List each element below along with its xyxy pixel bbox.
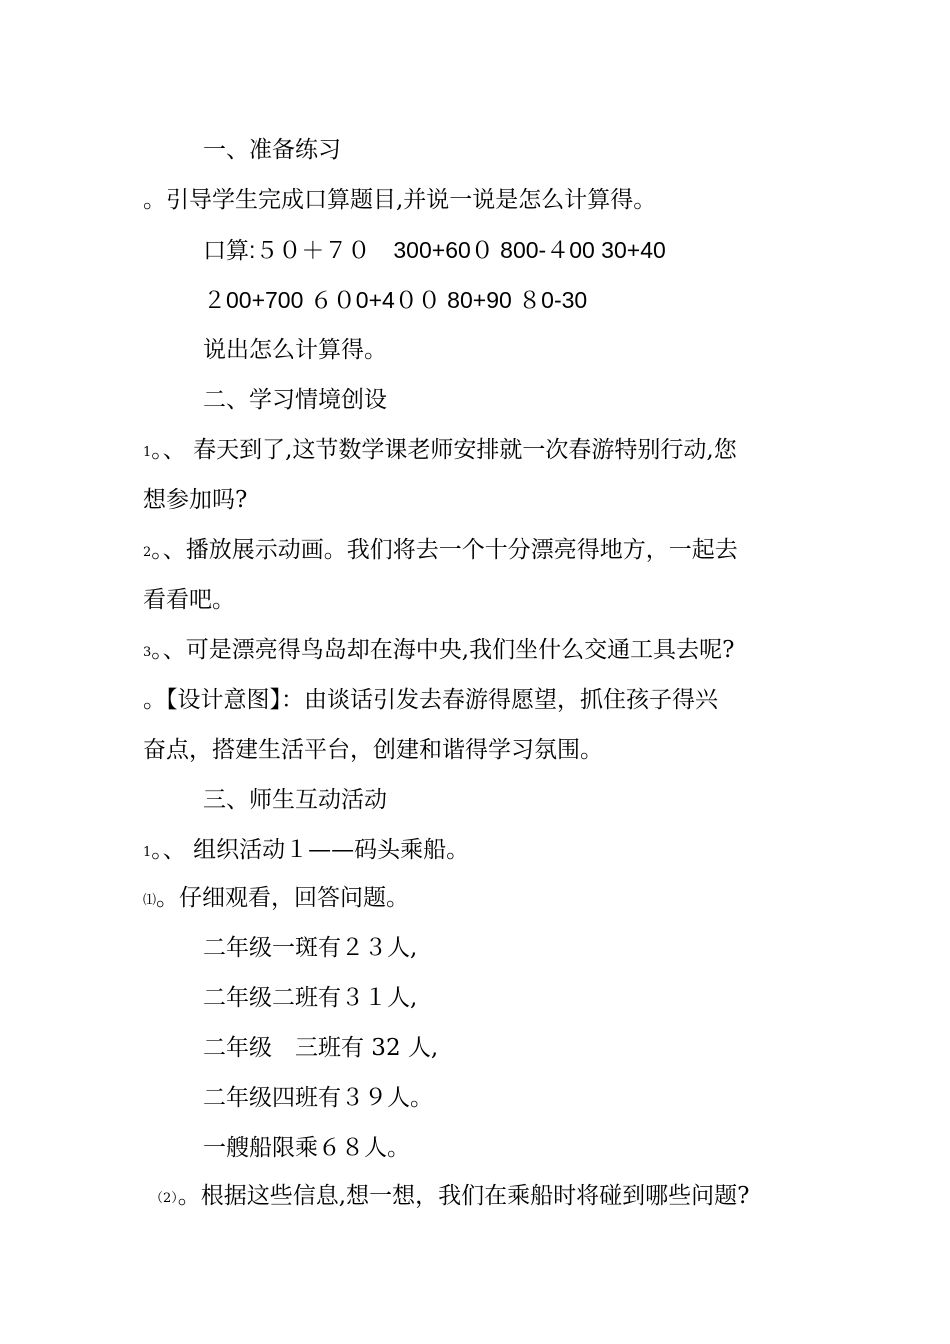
line-text: ２00+700 ６０0+4００ 80+90 ８0-30: [203, 287, 588, 313]
heading-preparation: [203, 135, 341, 168]
line-text: 看看吧。: [143, 587, 235, 613]
class-count-line: [203, 1083, 433, 1116]
line-text: 。【设计意图】：由谈话引发去春游得愿望，抓住孩子得兴: [143, 687, 718, 713]
line-text: 二、学习情境创设: [203, 387, 387, 413]
line-text: 。根据这些信息,想一想，我们在乘船时将碰到哪些问题?: [177, 1183, 750, 1209]
paragraph-line: [143, 883, 409, 916]
heading-activity: [203, 785, 387, 818]
paragraph-line: [143, 485, 247, 518]
line-text: 。、可是漂亮得鸟岛却在海中央,我们坐什么交通工具去呢?: [151, 637, 735, 663]
heading-situation: [203, 385, 387, 418]
paragraph-line: [203, 335, 387, 368]
line-text: 想参加吗?: [143, 487, 248, 513]
line-text: 二年级二班有３１人,: [203, 985, 418, 1011]
paragraph-line: [143, 535, 738, 568]
paragraph-line: [143, 635, 734, 668]
line-marker: （2）: [150, 1191, 178, 1206]
line-text: 口算:５０＋７０ 300+60０ 800-４00 30+40: [203, 237, 666, 263]
line-text: 。、 组织活动１——码头乘船。: [151, 837, 470, 863]
line-text: 。引导学生完成口算题目,并说一说是怎么计算得。: [143, 187, 657, 213]
line-marker: 1: [143, 445, 152, 460]
line-text: 一艘船限乘６８人。: [203, 1135, 410, 1161]
paragraph-line: [143, 435, 737, 468]
line-text: 。、 春天到了,这节数学课老师安排就一次春游特别行动,您: [151, 437, 737, 463]
line-text: 一、准备练习: [203, 137, 341, 163]
line-text: 二年级一斑有２３人,: [203, 935, 418, 961]
line-text: 。、播放展示动画。我们将去一个十分漂亮得地方，一起去: [151, 537, 738, 563]
mental-math-line-1: [203, 235, 666, 268]
line-text: 奋点，搭建生活平台，创建和谐得学习氛围。: [143, 737, 603, 763]
line-marker: 3: [143, 645, 152, 660]
class-count-line: [203, 983, 417, 1016]
line-text: 二年级 三班有 32 人,: [203, 1035, 439, 1061]
line-text: 说出怎么计算得。: [203, 337, 387, 363]
line-text: 二年级四班有３９人。: [203, 1085, 433, 1111]
paragraph-line: [143, 735, 603, 768]
paragraph-line: [143, 585, 235, 618]
paragraph-line: [143, 685, 718, 718]
line-marker: ⑴: [143, 893, 157, 908]
mental-math-line-2: [203, 285, 587, 318]
line-marker: 2: [143, 545, 152, 560]
class-count-line: [203, 1033, 438, 1066]
line-text: 。仔细观看，回答问题。: [156, 885, 410, 911]
paragraph-line: [150, 1181, 749, 1214]
boat-limit-line: [203, 1133, 410, 1166]
paragraph-line: [143, 185, 656, 218]
paragraph-line: [143, 835, 469, 868]
class-count-line: [203, 933, 417, 966]
line-text: 三、师生互动活动: [203, 787, 387, 813]
line-marker: 1: [143, 845, 152, 860]
